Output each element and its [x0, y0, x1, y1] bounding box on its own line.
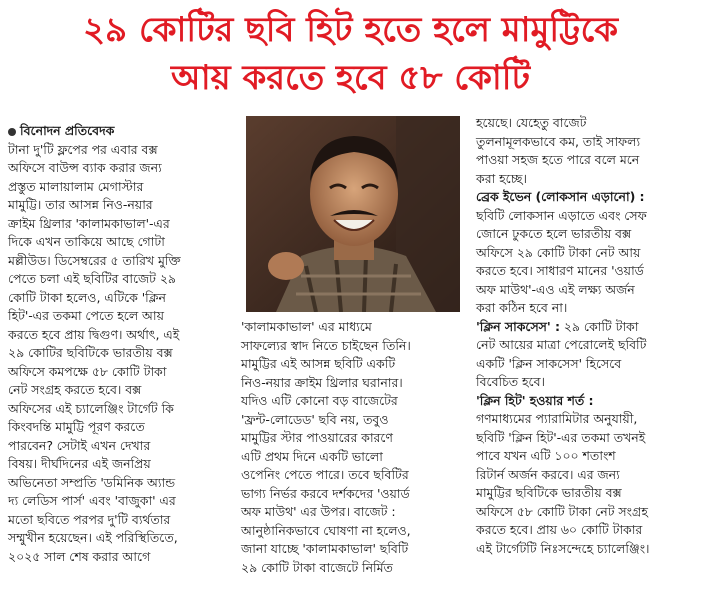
text-line: অফ মাউথ'-এও এই লক্ষ্য অর্জন: [476, 281, 635, 297]
text-line: মল্লীউড। ডিসেম্বরের ৫ তারিখ মুক্তি: [8, 252, 181, 268]
text-line: টানা দু'টি ফ্লপের পর এবার বক্স: [8, 141, 158, 157]
text-line: পাওয়া সহজ হতে পারে বলে মনে: [476, 152, 640, 167]
subheading-line-clean-success: [476, 318, 696, 337]
text-line: 'ফ্রন্ট-লোডেড' ছবি নয়, তবুও: [241, 411, 389, 427]
text-line: আনুষ্ঠানিকভাবে ঘোষণা না হলেও,: [241, 522, 411, 538]
text-line: মামুট্টির ছবিটিকে ভারতীয় বক্স: [476, 485, 622, 500]
text-line: করা হচ্ছে।: [476, 170, 527, 186]
actor-photo-illustration: [246, 116, 460, 312]
text-line: সাফল্যের স্বাদ নিতে চাইছেন তিনি।: [241, 337, 411, 353]
bullet-icon: [8, 128, 16, 136]
text-line: ২০২৫ সাল শেষ করার আগে: [8, 548, 151, 564]
byline-text: বিনোদন প্রতিবেদক: [20, 123, 115, 138]
text-line: এটি প্রথম দিনে একটি ভালো: [241, 448, 383, 464]
text-line: একটি 'ক্লিন সাকসেস' হিসেবে: [476, 355, 622, 371]
text-line: কোটি টাকা হলেও, এটিকে 'ক্লিন: [8, 289, 166, 305]
text-line: ছবিটি লোকসান এড়াতে এবং সেফ: [476, 207, 647, 223]
text-fragment: ২৯ কোটি টাকা: [559, 318, 639, 334]
text-line: রিটার্ন অর্জন করবে। এর জন্য: [476, 466, 620, 482]
text-line: পাবে যখন এটি ১০০ শতাংশ: [476, 448, 616, 463]
text-line: 'কালামকাভাল' এর মাধ্যমে: [241, 319, 372, 334]
headline-line-2: আয় করতে হবে ৫৮ কোটি: [171, 58, 530, 98]
text-line: অফিসে ৫৮ কোটি টাকা নেট সংগ্রহ: [476, 503, 648, 519]
text-line: নিও-নয়ার ক্রাইম থ্রিলার ঘরানার।: [241, 374, 403, 390]
text-line: করতে হবে প্রায় দ্বিগুণ। অর্থাৎ, এই: [8, 326, 180, 342]
text-line: যদিও এটি কোনো বড় বাজেটের: [241, 393, 398, 408]
text-line: পেতে চলা এই ছবিটির বাজেট ২৯: [8, 271, 176, 286]
text-line: অফ মাউথ' এর উপর। বাজেট :: [241, 504, 396, 519]
text-line: করতে হবে। সাধারণ মানের 'ওয়ার্ড: [476, 263, 644, 278]
text-line: ওপেনিং পেতে পারে। তবে ছবিটির: [241, 467, 409, 482]
text-line: ২৯ কোটি টাকা বাজেটে নির্মিত: [241, 559, 393, 575]
text-line: সম্মুখীন হয়েছেন। এই পরিস্থিতিতে,: [8, 530, 178, 545]
text-line: ভাগ্য নির্ভর করবে দর্শকদের 'ওয়ার্ড: [241, 485, 410, 501]
text-line: প্রস্তুত মালায়ালাম মেগাস্টার: [8, 178, 144, 194]
subheading-break-even: ব্রেক ইভেন (লোকসান এড়ানো) :: [476, 189, 645, 204]
column-1-body: [8, 141, 230, 567]
text-line: অফিসে কমপক্ষে ৫৮ কোটি টাকা: [8, 363, 167, 379]
text-line: মামুট্টির স্টার পাওয়ারের কারণে: [241, 430, 393, 445]
text-line: দ্য লেডিস পার্স' এবং 'বাজুকা' এর: [8, 493, 176, 508]
byline: [8, 122, 230, 141]
headline: [0, 6, 701, 102]
text-line: মামুট্টির এই আসন্ন ছবিটি একটি: [241, 356, 396, 371]
text-line: পারবেন? সেটাই এখন দেখার: [8, 437, 151, 453]
article-column-2: [241, 318, 465, 577]
text-line: দিকে এখন তাকিয়ে আছে গোটা: [8, 234, 165, 249]
text-line: ছবিটি 'ক্লিন হিট'-এর তকমা তখনই: [476, 429, 646, 445]
text-line: অভিনেতা সম্প্রতি 'ডমিনিক অ্যান্ড: [8, 474, 176, 490]
article-column-3: [476, 114, 696, 558]
subheading-clean-success: 'ক্লিন সাকসেস' :: [476, 318, 560, 334]
text-line: জানা যাচ্ছে 'কালামকাভাল' ছবিটি: [241, 541, 409, 556]
text-line: কিংবদন্তি মামুট্টি পূরণ করতে: [8, 419, 145, 434]
text-line: নেট আয়ের মাত্রা পেরোলেই ছবিটি: [476, 337, 647, 352]
text-line: বিষয়। দীর্ঘদিনের এই জনপ্রিয়: [8, 456, 151, 471]
text-line: অফিসে বাউন্স ব্যাক করার জন্য: [8, 160, 162, 175]
text-line: অফিসে ২৯ কোটি টাকা নেট আয়: [476, 244, 641, 260]
text-line: করতে হবে। প্রায় ৬০ কোটি টাকার: [476, 522, 643, 537]
headline-line-1: ২৯ কোটির ছবি হিট হতে হলে মামুট্টিকে: [82, 10, 619, 50]
text-line: করা কঠিন হবে না।: [476, 300, 568, 315]
text-line: মামুট্টি। তার আসন্ন নিও-নয়ার: [8, 197, 153, 212]
text-line: ২৯ কোটির ছবিটিকে ভারতীয় বক্স: [8, 345, 173, 360]
text-line: নেট সংগ্রহ করতে হবে। বক্স: [8, 382, 142, 397]
subheading-clean-hit: 'ক্লিন হিট' হওয়ার শর্ত :: [476, 392, 594, 408]
text-line: হয়েছে। যেহেতু বাজেট: [476, 115, 587, 130]
text-line: জোনে ঢুকতে হলে ভারতীয় বক্স: [476, 226, 632, 241]
text-line: এই টার্গেটটি নিঃসন্দেহে চ্যালেঞ্জিং।: [476, 540, 650, 556]
text-line: ক্রাইম থ্রিলার 'কালামকাভাল'-এর: [8, 215, 170, 231]
article-column-1: [8, 122, 230, 566]
text-line: মতো ছবিতে পরপর দু'টি ব্যর্থতার: [8, 511, 171, 527]
text-line: হিট'-এর তকমা পেতে হলে আয়: [8, 308, 164, 323]
text-line: তুলনামূলকভাবে কম, তাই সাফল্য: [476, 133, 641, 149]
text-line: গণমাধ্যমের প্যারামিটার অনুযায়ী,: [476, 411, 638, 426]
text-line: অফিসের এই চ্যালেঞ্জিং টার্গেট কি: [8, 400, 174, 416]
text-line: বিবেচিত হবে।: [476, 374, 545, 389]
actor-photo: [246, 116, 460, 312]
